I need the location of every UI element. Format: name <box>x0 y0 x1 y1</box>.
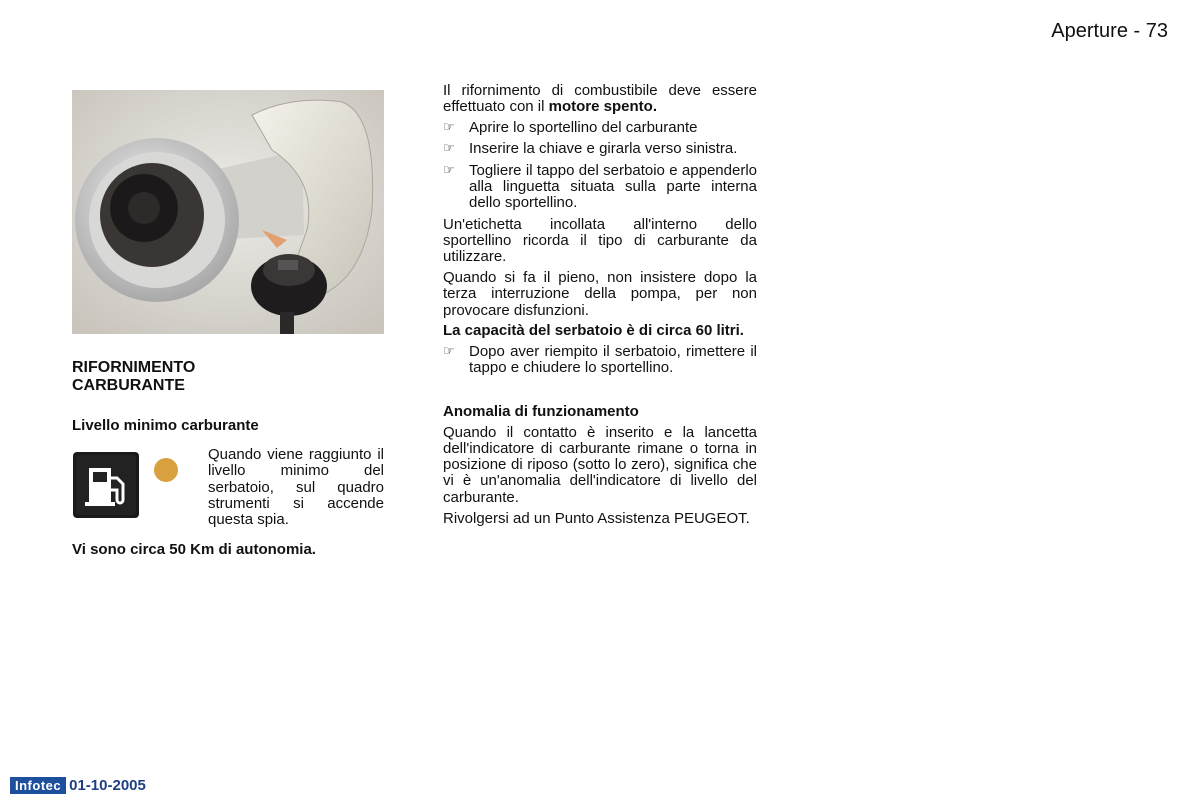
fuel-filler-photo <box>72 90 384 334</box>
low-fuel-subheading: Livello minimo carburante <box>72 417 259 434</box>
infotec-logo: Infotec <box>10 777 66 794</box>
page-header <box>1051 20 1168 43</box>
tank-capacity <box>443 323 757 339</box>
pointing-hand-icon: ☞ <box>443 162 455 178</box>
section-name: Aperture <box>1051 20 1128 42</box>
instruction-step <box>443 141 757 157</box>
instruction-step <box>443 120 757 136</box>
section-title <box>72 359 272 395</box>
instruction-step <box>443 344 757 377</box>
instruction-step <box>443 163 757 212</box>
tank-capacity-text: La capacità del serbatoio è di circa 60 litri. <box>443 322 744 340</box>
intro-text: Il rifornimento di combustibile deve essere effettuato con il <box>443 82 757 116</box>
refuelling-instructions <box>443 83 757 531</box>
intro-paragraph <box>443 83 757 116</box>
intro-emphasis: motore spento. <box>548 98 657 116</box>
page-number: 73 <box>1145 20 1168 42</box>
anomaly-heading-text: Anomalia di funzionamento <box>443 402 639 420</box>
fuel-label-paragraph: Un'etichetta incollata all'interno dello sportellino ricorda il tipo di carburante da utilizzare. <box>443 215 757 266</box>
step-text: Inserire la chiave e girarla verso sinistra. <box>469 140 738 158</box>
page-footer <box>10 776 146 794</box>
anomaly-heading <box>443 404 757 420</box>
step-text: Dopo aver riempito il serbatoio, rimettere il tappo e chiudere lo sportellino. <box>469 343 757 377</box>
filling-paragraph: Quando si fa il pieno, non insistere dopo la terza interruzione della pompa, per non provocare disfunzioni. <box>443 268 757 319</box>
step-text: Togliere il tappo del serbatoio e appenderlo alla linguetta situata sulla parte interna dello sportellino. <box>469 161 757 212</box>
assistance-paragraph: Rivolgersi ad un Punto Assistenza PEUGEOT. <box>443 509 750 527</box>
autonomy-note: Vi sono circa 50 Km di autonomia. <box>72 541 316 558</box>
anomaly-paragraph: Quando il contatto è inserito e la lancetta dell'indicatore di carburante rimane o torna in posizione di riposo (sotto lo zero), significa che vi è un'anomalia dell'indicatore di livello del carburante. <box>443 423 757 506</box>
fuel-warning-lamp-icon <box>73 452 139 518</box>
low-fuel-description: Quando viene raggiunto il livello minimo del serbatoio, sul quadro strumenti si accende questa spia. <box>208 446 384 529</box>
pointing-hand-icon: ☞ <box>443 141 455 157</box>
pointing-hand-icon: ☞ <box>443 120 455 136</box>
step-text: Aprire lo sportellino del carburante <box>469 119 698 137</box>
section-title-line2: CARBURANTE <box>72 377 185 394</box>
header-separator: - <box>1127 20 1146 42</box>
footer-date: 01-10-2005 <box>69 776 146 794</box>
pointing-hand-icon: ☞ <box>443 344 455 360</box>
section-title-line1: RIFORNIMENTO <box>72 359 196 376</box>
warning-light-dot <box>154 458 178 482</box>
